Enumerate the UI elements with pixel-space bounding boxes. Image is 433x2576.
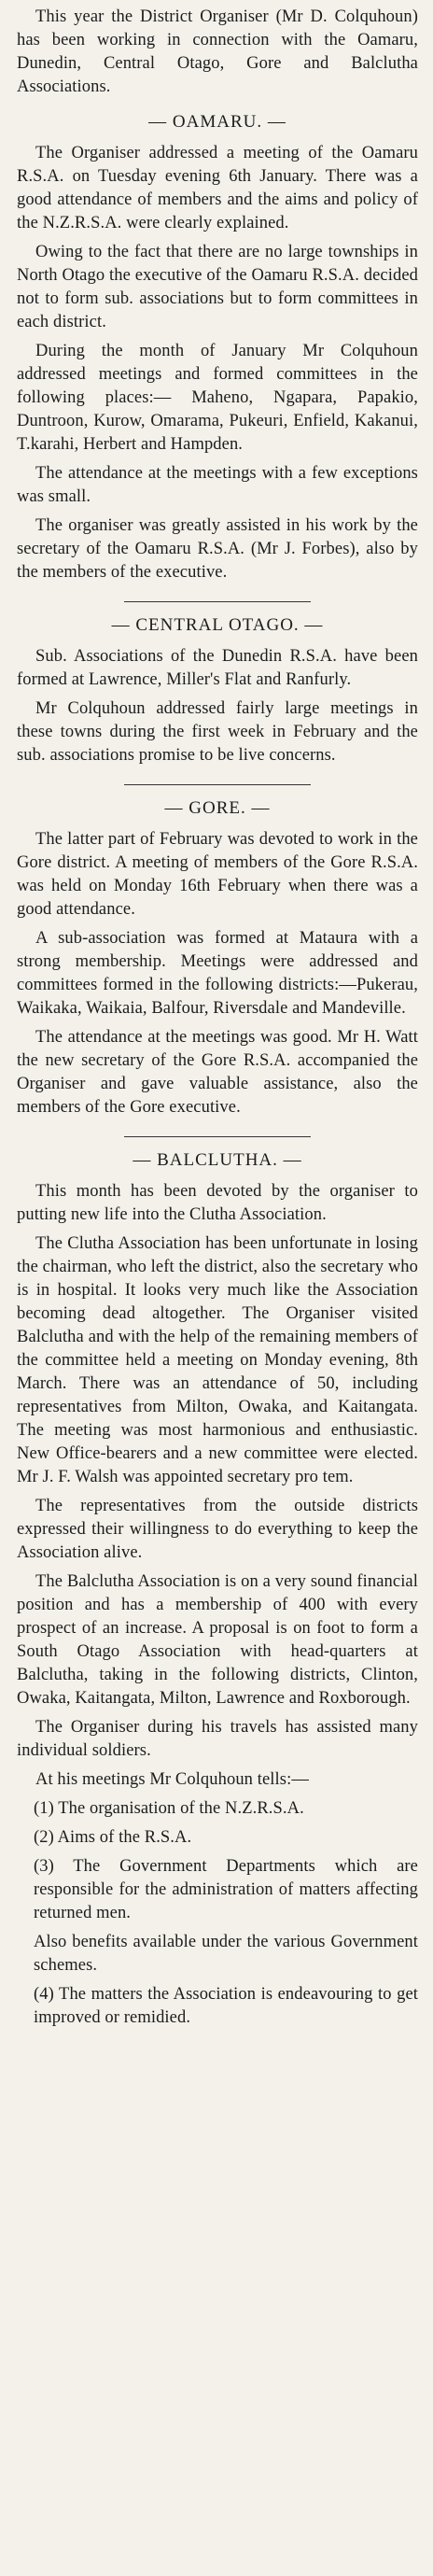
section-heading-gore: — GORE. — [164,798,271,818]
paragraph: The Organiser during his travels has assisted many individual soldiers. [17,1718,418,1760]
paragraph: The attendance at the meetings with a few exceptions was small. [17,464,418,506]
paragraph: The latter part of February was devoted to work in the Gore district. A meeting of members of the Gore R.S.A. was held on Monday 16th February when there was a good attendance. [17,830,418,919]
list-item: (1) The organisation of the N.Z.R.S.A. [34,1799,304,1818]
paragraph: The Organiser addressed a meeting of the Oamaru R.S.A. on Tuesday evening 6th January. There was a good attendance of members and the aims and policy of the N.Z.R.S.A. were clearly explained. [17,144,418,232]
paragraph: At his meetings Mr Colquhoun tells:— [35,1770,309,1789]
paragraph: A sub-association was formed at Mataura with a strong membership. Meetings were addressed and committees formed in the following districts:—Pukerau, Waikaka, Waikaia, Balfour, Riversdale and Mandeville. [17,929,418,1018]
paragraph: Owing to the fact that there are no large townships in North Otago the executive of the Oamaru R.S.A. decided not to form sub. associations but to form committees in each district. [17,243,418,331]
section-heading-central-otago: — CENTRAL OTAGO. — [111,615,324,635]
list-item: Also benefits available under the various Government schemes. [34,1933,418,1975]
list-item: (2) Aims of the R.S.A. [34,1828,192,1847]
section-heading-balclutha: — BALCLUTHA. — [133,1150,302,1170]
list-item: (3) The Government Departments which are responsible for the administration of matters affecting returned men. [34,1857,418,1922]
section-divider [124,1136,311,1137]
paragraph: Sub. Associations of the Dunedin R.S.A. have been formed at Lawrence, Miller's Flat and Ranfurly. [17,647,418,689]
paragraph: Mr Colquhoun addressed fairly large meetings in these towns during the first week in February and the sub. associations promise to be live concerns. [17,699,418,765]
paragraph: This month has been devoted by the organiser to putting new life into the Clutha Association. [17,1182,418,1224]
paragraph: The Balclutha Association is on a very sound financial position and has a membership of 400 with every prospect of an increase. A proposal is on foot to form a South Otago Association with head-quarters at Balclutha, taking in the following districts, Clinton, Owaka, Kaitangata, Milton, Lawrence and Roxborough. [17,1572,418,1708]
paragraph: The Clutha Association has been unfortunate in losing the chairman, who left the district, also the secretary who is in hospital. It looks very much like the Association becoming dead altogether. The Organiser visited Balclutha and with the help of the remaining members of the committee held a meeting on Monday evening, 8th March. There was an attendance of 50, including representatives from Milton, Owaka, and Kaitangata. The meeting was most harmonious and enthusiastic. New Office-bearers and a new committee were elected. Mr J. F. Walsh was appointed secretary pro tem. [17,1234,418,1486]
section-divider [124,784,311,785]
list-item: (4) The matters the Association is endeavouring to get improved or remidied. [34,1985,418,2027]
intro-paragraph: This year the District Organiser (Mr D. Colquhoun) has been working in connection with the Oamaru, Dunedin, Central Otago, Gore and Balclutha Associations. [17,7,418,96]
paragraph: During the month of January Mr Colquhoun addressed meetings and formed committees in the following places:— Maheno, Ngapara, Papakio, Duntroon, Kurow, Omarama, Pukeuri, Enfield, Kakanui, T.karahi, Herbert and Hampden. [17,342,418,454]
topics-list [17,1797,418,2030]
paragraph: The organiser was greatly assisted in his work by the secretary of the Oamaru R.S.A. (Mr J. Forbes), also by the members of the executive. [17,516,418,582]
section-heading-oamaru: — OAMARU. — [148,112,286,132]
section-divider [124,601,311,602]
paragraph: The attendance at the meetings was good. Mr H. Watt the new secretary of the Gore R.S.A. accompanied the Organiser and gave valuable assistance, also the members of the Gore executive. [17,1028,418,1117]
paragraph: The representatives from the outside districts expressed their willingness to do everything to keep the Association alive. [17,1497,418,1562]
